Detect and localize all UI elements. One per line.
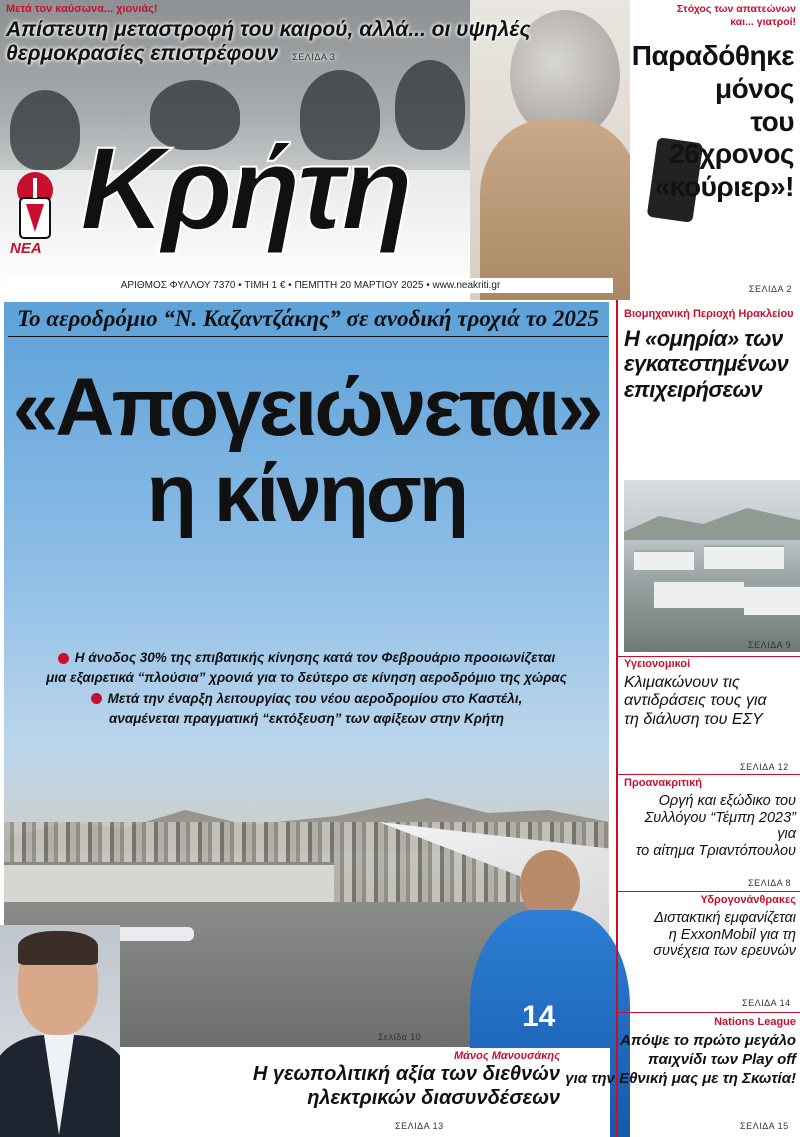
sidebar-kicker: Προανακριτική [624,777,702,789]
bullet2-line2: αναμένεται πραγματική “εκτόξευση” των αφίξεων στην Κρήτη [109,710,504,726]
sidebar-page: ΣΕΛΙΔΑ 14 [742,998,791,1008]
top-right-line: του [750,105,794,137]
bottom-headline-line2: ηλεκτρικών διασυνδέσεων [307,1087,560,1109]
top-right-line: «κούριερ»! [654,171,794,202]
sidebar-line: εγκατεστημένων [624,351,789,377]
top-left-page: ΣΕΛΙΔΑ 3 [292,52,336,63]
sidebar-line: για την Εθνική μας με τη Σκωτία! [565,1069,796,1087]
top-right-headline[interactable] [600,40,794,204]
sidebar-line: συνέχεια των ερευνών [653,943,796,960]
bottom-author: Μάνος Μανουσάκης [454,1050,560,1062]
sidebar-line: Κλιμακώνουν τις [624,674,740,691]
sidebar-kicker: Υγειονομικοί [624,658,691,670]
top-right-line: μόνος [715,72,794,104]
top-left-headline[interactable] [6,18,606,66]
author-portrait [0,925,120,1137]
sidebar-line: αντιδράσεις τους για [624,692,767,710]
logo-emblem-icon [8,168,63,246]
sidebar-line: Η «ομηρία» των [624,326,783,351]
top-right-line: Παραδόθηκε [631,40,794,71]
top-right-page: ΣΕΛΙΔΑ 2 [748,284,792,294]
sidebar-page: ΣΕΛΙΔΑ 8 [748,878,792,888]
bottom-headline-line1: Η γεωπολιτική αξία των διεθνών [252,1063,560,1085]
bullet1-line2: μια εξαιρετικά “πλούσια” χρονιά για το δεύτερο σε κίνηση αεροδρόμιο της χώρας [46,670,567,686]
bullet-icon [58,653,69,664]
sidebar-kicker: Nations League [714,1016,796,1028]
main-headline-line1: «Απογειώνεται» [12,362,601,453]
main-headline[interactable] [4,362,609,540]
top-right-line: 26χρονος [669,138,794,170]
shirt-number: 14 [522,1000,556,1033]
sidebar-line: Συλλόγου “Τέμπη 2023” για [644,809,796,843]
sidebar-line: Οργή και εξώδικο του [658,793,796,809]
sidebar-item-hydrocarbons[interactable] [624,894,796,960]
sidebar-item-health[interactable] [624,658,796,729]
top-left-headline-line1: Απίστευτη μεταστροφή του καιρού, αλλά... οι υψηλές [6,18,531,41]
top-left-kicker: Μετά τον καύσωνα... χιονιάς! [6,3,158,15]
sidebar-kicker: Βιομηχανική Περιοχή Ηρακλείου [624,308,794,320]
sidebar-line: παιχνίδι των Play off [647,1050,796,1068]
sidebar-item-nations-league[interactable] [560,1016,796,1088]
sidebar-page: ΣΕΛΙΔΑ 9 [748,640,792,650]
sidebar-page: ΣΕΛΙΔΑ 15 [740,1121,789,1131]
sidebar-line: επιχειρήσεων [624,376,763,402]
main-headline-line2: η κίνηση [146,448,467,540]
sidebar-kicker: Υδρογονάνθρακες [700,894,796,906]
sidebar-line: η ExxonMobil για τη [668,926,796,943]
sidebar-item-inquiry[interactable] [624,777,796,860]
top-left-headline-line2: θερμοκρασίες επιστρέφουν [6,42,279,66]
sidebar-line: το αίτημα Τριαντόπουλου [635,843,796,860]
industrial-area-photo [624,480,800,652]
main-bullets [4,648,609,729]
main-page: Σελίδα 10 [378,1032,422,1042]
top-right-kicker-line2: και... γιατροί! [730,15,796,28]
sidebar-line: τη διάλυση του ΕΣΥ [624,710,763,728]
bullet1-line1: Η άνοδος 30% της επιβατικής κίνησης κατά τον Φεβρουάριο προοιωνίζεται [74,650,556,665]
sidebar-line: Διστακτική εμφανίζεται [654,910,796,926]
top-right-kicker [620,3,796,28]
issue-info: ΑΡΙΘΜΟΣ ΦΥΛΛΟΥ 7370 • ΤΙΜΗ 1 € • ΠΕΜΠΤΗ 20 ΜΑΡΤΙΟΥ 2025 • www.neakriti.gr [8,278,613,293]
main-overline: Το αεροδρόμιο “Ν. Καζαντζάκης” σε ανοδική τροχιά το 2025 [8,306,608,337]
bottom-story-box[interactable] [120,1048,610,1137]
sidebar-line: Απόψε το πρώτο μεγάλο [620,1032,796,1049]
sidebar-item-industrial[interactable] [624,308,796,402]
bullet2-line1: Μετά την έναρξη λειτουργίας του νέου αεροδρομίου στο Καστέλι, [107,690,523,706]
logo-prefix: ΝΕΑ [10,240,42,257]
sidebar-page: ΣΕΛΙΔΑ 12 [740,762,789,772]
top-right-kicker-line1: Στόχος των απατεώνων [676,3,796,15]
bottom-page: ΣΕΛΙΔΑ 13 [395,1121,444,1131]
bullet-icon [91,693,102,704]
logo-wordmark[interactable]: Κρήτη [80,123,410,255]
